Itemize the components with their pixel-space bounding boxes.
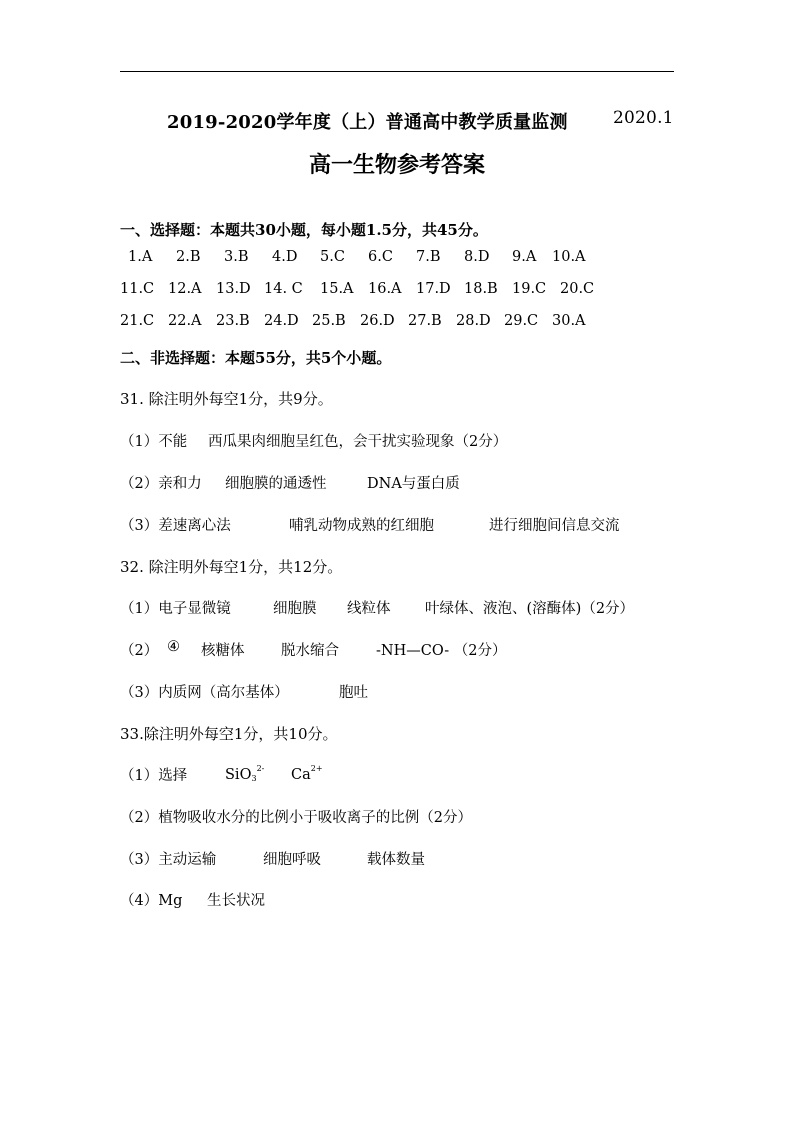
answer-item: 12.A xyxy=(168,281,202,297)
answer-item: 26.D xyxy=(360,313,395,329)
answer-text: （3）差速离心法 xyxy=(120,518,231,534)
answer-text: （2）亲和力 xyxy=(120,476,202,492)
q33-part1 xyxy=(120,764,680,784)
answer-text: 叶绿体、液泡、(溶酶体)（2分） xyxy=(425,601,635,617)
q33-part2 xyxy=(120,806,680,826)
answer-row-2 xyxy=(120,281,680,301)
answer-item: 16.A xyxy=(368,281,402,297)
answer-text: （4）Mg xyxy=(120,893,183,909)
answer-item: 15.A xyxy=(320,281,354,297)
answer-item: 30.A xyxy=(552,313,586,329)
answer-item: 17.D xyxy=(416,281,451,297)
answer-item: 4.D xyxy=(272,249,298,265)
answer-item: 13.D xyxy=(216,281,251,297)
answer-item: 24.D xyxy=(264,313,299,329)
document-subtitle: 高一生物参考答案 xyxy=(308,152,485,178)
answer-item: 14. C xyxy=(264,281,303,297)
answer-item: 21.C xyxy=(120,313,155,329)
q31-part1 xyxy=(120,430,680,450)
ion-subscript: 3 xyxy=(251,774,257,783)
q31-part2 xyxy=(120,472,680,492)
answer-item: 8.D xyxy=(464,249,490,265)
answer-text: 进行细胞间信息交流 xyxy=(489,518,620,534)
answer-text: （1）不能 xyxy=(120,434,188,450)
answer-item: 29.C xyxy=(504,313,539,329)
answer-item: 28.D xyxy=(456,313,491,329)
answer-text: 胞吐 xyxy=(339,685,368,701)
answer-text: 核糖体 xyxy=(201,643,245,659)
answer-text: 西瓜果肉细胞呈红色，会干扰实验现象（2分） xyxy=(208,434,508,450)
title-date: 2020.1 xyxy=(613,108,674,128)
answer-item: 6.C xyxy=(368,249,393,265)
ion-charge: 2+ xyxy=(310,764,323,773)
answer-text: （1）选择 xyxy=(120,768,188,784)
answer-text: 脱水缩合 xyxy=(281,643,339,659)
q31-title: 31. 除注明外每空1分，共9分。 xyxy=(120,390,333,408)
answer-text: 哺乳动物成熟的红细胞 xyxy=(289,518,434,534)
header-rule xyxy=(120,71,674,72)
answer-text: 细胞膜的通透性 xyxy=(225,476,327,492)
title-main: 2019-2020学年度（上）普通高中教学质量监测 xyxy=(167,112,568,133)
answer-item: 7.B xyxy=(416,249,441,265)
answer-text: （3）内质网（高尔基体） xyxy=(120,685,289,701)
answer-item: 10.A xyxy=(552,249,586,265)
answer-text: ④ xyxy=(167,639,180,655)
answer-item: 27.B xyxy=(408,313,442,329)
answer-text: DNA与蛋白质 xyxy=(367,476,460,492)
q33-part3 xyxy=(120,848,680,868)
answer-item: 9.A xyxy=(512,249,537,265)
answer-text: （1）电子显微镜 xyxy=(120,601,231,617)
section1-heading: 一、选择题：本题共30小题，每小题1.5分，共45分。 xyxy=(120,221,488,239)
answer-item: 11.C xyxy=(120,281,155,297)
section2-heading: 二、非选择题：本题55分，共5个小题。 xyxy=(120,349,392,367)
ion-charge: 2- xyxy=(256,764,265,773)
answer-text: 细胞膜 xyxy=(273,601,317,617)
q33-title: 33.除注明外每空1分，共10分。 xyxy=(120,725,338,743)
answer-item: 20.C xyxy=(560,281,595,297)
answer-row-3 xyxy=(120,313,680,333)
calcium-ion xyxy=(291,764,323,783)
q32-part1 xyxy=(120,597,680,617)
answer-text: 线粒体 xyxy=(347,601,391,617)
ion-symbol: Ca xyxy=(291,767,311,783)
answer-text: 生长状况 xyxy=(207,893,265,909)
answer-item: 3.B xyxy=(224,249,249,265)
answer-item: 25.B xyxy=(312,313,346,329)
answer-text: -NH—CO- （2分） xyxy=(376,643,507,659)
answer-item: 18.B xyxy=(464,281,498,297)
answer-item: 23.B xyxy=(216,313,250,329)
answer-text: 细胞呼吸 xyxy=(263,852,321,868)
answer-item: 1.A xyxy=(128,249,153,265)
answer-text: （2）植物吸收水分的比例小于吸收离子的比例（2分） xyxy=(120,810,472,826)
ion-symbol: SiO xyxy=(225,767,252,783)
answer-item: 5.C xyxy=(320,249,345,265)
answer-text: 载体数量 xyxy=(367,852,425,868)
answer-row-1 xyxy=(120,249,680,269)
answer-item: 2.B xyxy=(176,249,201,265)
q32-part3 xyxy=(120,681,680,701)
q32-part2 xyxy=(120,639,680,659)
answer-text: （3）主动运输 xyxy=(120,852,217,868)
q31-part3 xyxy=(120,514,680,534)
answer-item: 22.A xyxy=(168,313,202,329)
answer-item: 19.C xyxy=(512,281,547,297)
q33-part4 xyxy=(120,889,680,909)
silicate-ion xyxy=(225,764,264,783)
q32-title: 32. 除注明外每空1分，共12分。 xyxy=(120,558,343,576)
answer-text: （2） xyxy=(120,643,159,659)
